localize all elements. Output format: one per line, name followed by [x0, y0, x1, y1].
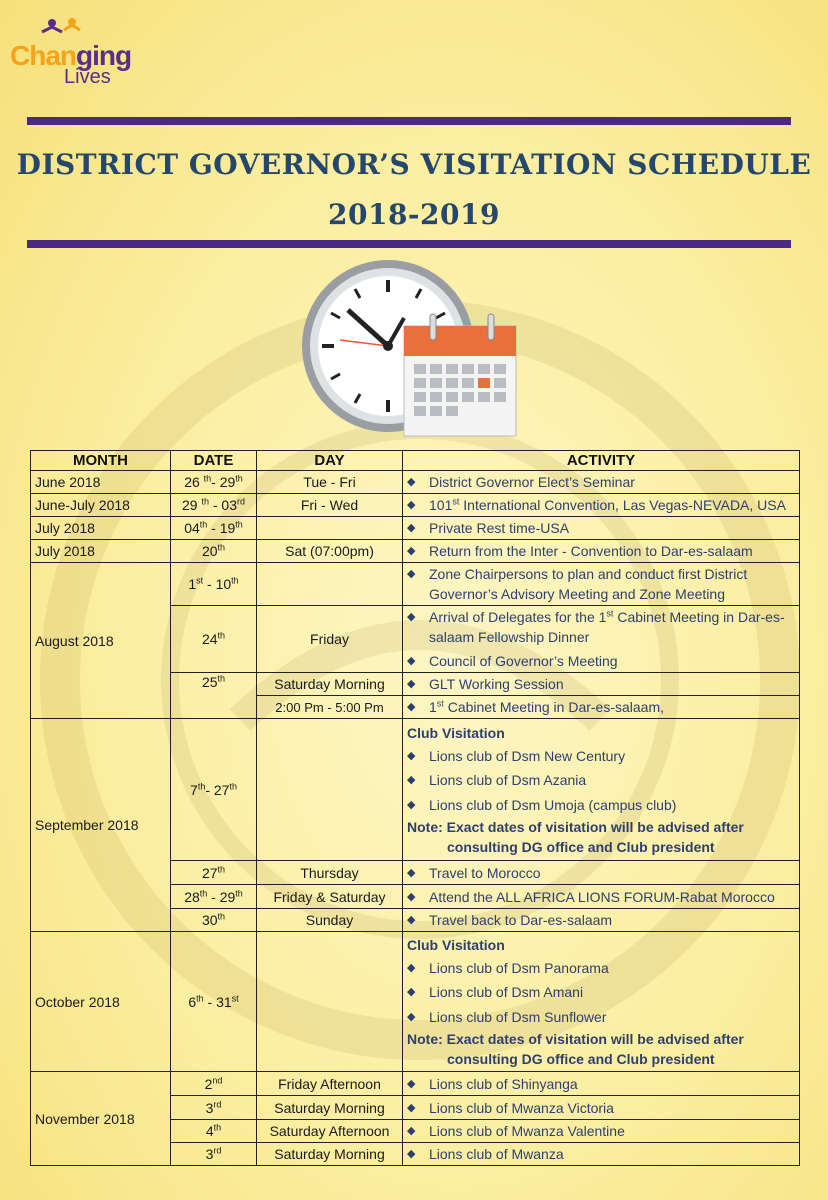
activity-cell: ◆ Lions club of Shinyanga [403, 1072, 800, 1096]
activity-cell: ◆ Travel to Morocco [403, 861, 800, 885]
activity-cell: ◆ Lions club of Mwanza Victoria [403, 1096, 800, 1120]
day-cell: Friday Afternoon [257, 1072, 403, 1096]
day-cell: Friday & Saturday [257, 885, 403, 909]
month-cell: November 2018 [31, 1072, 171, 1166]
month-cell: August 2018 [31, 563, 171, 719]
page-subtitle-year: 2018-2019 [328, 198, 500, 231]
activity-cell: ◆ Return from the Inter - Convention to Dar-es-salaam [403, 540, 800, 563]
diamond-bullet-icon: ◆ [407, 476, 416, 488]
activity-cell: ◆ 1st Cabinet Meeting in Dar-es-salaam, [403, 696, 800, 719]
table-row [31, 719, 800, 861]
logo-word-a: Chan [10, 40, 76, 71]
list-item: ◆ Lions club of Dsm Azania [407, 768, 795, 793]
diamond-bullet-icon: ◆ [407, 611, 416, 623]
diamond-bullet-icon: ◆ [407, 749, 416, 762]
day-cell: Fri - Wed [257, 494, 403, 517]
list-item: ◆ Lions club of Dsm Umoja (campus club) [407, 793, 795, 818]
activity-cell [403, 719, 800, 861]
activity-cell: ◆ Lions club of Mwanza [403, 1143, 800, 1166]
date-cell: 25th [171, 673, 257, 719]
date-cell: 7th- 27th [171, 719, 257, 861]
date-cell: 4th [171, 1120, 257, 1143]
list-item: ◆ Lions club of Dsm New Century [407, 744, 795, 769]
diamond-bullet-icon: ◆ [407, 1125, 416, 1137]
diamond-bullet-icon: ◆ [407, 774, 416, 787]
activity-cell: ◆ Attend the ALL AFRICA LIONS FORUM-Rabat Morocco [403, 885, 800, 909]
calendar-icon [404, 314, 516, 436]
date-cell: 04th - 19th [171, 517, 257, 540]
logo-word-lives: Lives [64, 66, 111, 88]
clock-calendar-illustration [300, 258, 530, 448]
diamond-bullet-icon: ◆ [407, 655, 416, 667]
activity-cell: ◆ District Governor Elect’s Seminar [403, 471, 800, 494]
date-cell: 2nd [171, 1072, 257, 1096]
logo-word-b: ging [76, 40, 132, 71]
date-cell: 3rd [171, 1096, 257, 1120]
diamond-bullet-icon: ◆ [407, 522, 416, 534]
page-title: DISTRICT GOVERNOR’S VISITATION SCHEDULE [16, 148, 812, 181]
date-cell: 20th [171, 540, 257, 563]
day-cell [257, 563, 403, 606]
visitation-note: Note: Exact dates of visitation will be advised after consulting DG office and Club president [407, 1031, 744, 1068]
diamond-bullet-icon: ◆ [407, 1101, 416, 1114]
date-cell: 30th [171, 909, 257, 932]
diamond-bullet-icon: ◆ [407, 890, 416, 903]
diamond-bullet-icon: ◆ [407, 961, 416, 974]
activity-cell: ◆ GLT Working Session [403, 673, 800, 696]
month-cell: June 2018 [31, 471, 171, 494]
date-cell: 6th - 31st [171, 932, 257, 1072]
table-row [31, 563, 800, 606]
club-visitation-heading: Club Visitation [407, 724, 505, 741]
date-cell: 24th [171, 606, 257, 673]
club-visitation-heading: Club Visitation [407, 936, 505, 953]
activity-cell: ◆ 101st International Convention, Las Vegas-NEVADA, USA [403, 494, 800, 517]
date-cell: 26 $^{th}$- 29th [171, 471, 257, 494]
table-row [31, 517, 800, 540]
day-cell [257, 517, 403, 540]
list-item: ◆ Lions club of Dsm Panorama [407, 956, 795, 981]
diamond-bullet-icon: ◆ [407, 798, 416, 811]
activity-cell: ◆ Travel back to Dar-es-salaam [403, 909, 800, 932]
diamond-bullet-icon: ◆ [407, 1010, 416, 1023]
col-header-activity: ACTIVITY [403, 451, 800, 471]
diamond-bullet-icon: ◆ [407, 499, 416, 511]
day-cell: Tue - Fri [257, 471, 403, 494]
col-header-date: DATE [171, 451, 257, 471]
activity-cell: ◆ Zone Chairpersons to plan and conduct first District Governor’s Advisory Meeting and Zone Meeting [403, 563, 800, 606]
date-cell: 3rd [171, 1143, 257, 1166]
visitation-note: Note: Exact dates of visitation will be advised after consulting DG office and Club president [407, 819, 744, 856]
top-divider [27, 117, 791, 125]
day-cell: Sat (07:00pm) [257, 540, 403, 563]
month-cell: July 2018 [31, 517, 171, 540]
date-cell: 27th [171, 861, 257, 885]
activity-cell: ◆ Arrival of Delegates for the 1st Cabinet Meeting in Dar-es-salaam Fellowship Dinner ◆ Council of Governor’s Meeting [403, 606, 800, 673]
list-item: ◆ Lions club of Dsm Sunflower [407, 1005, 795, 1030]
col-header-month: MONTH [31, 451, 171, 471]
visitation-schedule-table [30, 450, 800, 1166]
list-item: ◆ Lions club of Dsm Amani [407, 980, 795, 1005]
activity-cell: ◆ Private Rest time-USA [403, 517, 800, 540]
date-cell: 29 $^{th}$ - 03rd [171, 494, 257, 517]
date-cell: 1st - 10th [171, 563, 257, 606]
diamond-bullet-icon: ◆ [407, 1148, 416, 1160]
day-cell: Saturday Morning [257, 1096, 403, 1120]
diamond-bullet-icon: ◆ [407, 701, 416, 713]
table-row [31, 932, 800, 1072]
table-row [31, 540, 800, 563]
changing-lives-logo [8, 18, 138, 88]
bottom-divider [27, 240, 791, 248]
diamond-bullet-icon: ◆ [407, 866, 416, 879]
month-cell: June-July 2018 [31, 494, 171, 517]
day-cell: Saturday Morning [257, 673, 403, 696]
diamond-bullet-icon: ◆ [407, 568, 416, 580]
day-cell: Saturday Morning [257, 1143, 403, 1166]
diamond-bullet-icon: ◆ [407, 914, 416, 926]
month-cell: July 2018 [31, 540, 171, 563]
day-cell [257, 932, 403, 1072]
table-row [31, 494, 800, 517]
table-row [31, 471, 800, 494]
table-header-row [31, 451, 800, 471]
day-cell: Saturday Afternoon [257, 1120, 403, 1143]
month-cell: September 2018 [31, 719, 171, 932]
day-cell [257, 719, 403, 861]
day-cell: 2:00 Pm - 5:00 Pm [257, 696, 403, 719]
activity-cell: ◆ Lions club of Mwanza Valentine [403, 1120, 800, 1143]
date-cell: 28th - 29th [171, 885, 257, 909]
activity-cell [403, 932, 800, 1072]
month-cell: October 2018 [31, 932, 171, 1072]
diamond-bullet-icon: ◆ [407, 986, 416, 999]
day-cell: Friday [257, 606, 403, 673]
table-row [31, 1072, 800, 1096]
day-cell: Thursday [257, 861, 403, 885]
diamond-bullet-icon: ◆ [407, 1077, 416, 1090]
col-header-day: DAY [257, 451, 403, 471]
diamond-bullet-icon: ◆ [407, 545, 416, 557]
diamond-bullet-icon: ◆ [407, 678, 416, 690]
day-cell: Sunday [257, 909, 403, 932]
